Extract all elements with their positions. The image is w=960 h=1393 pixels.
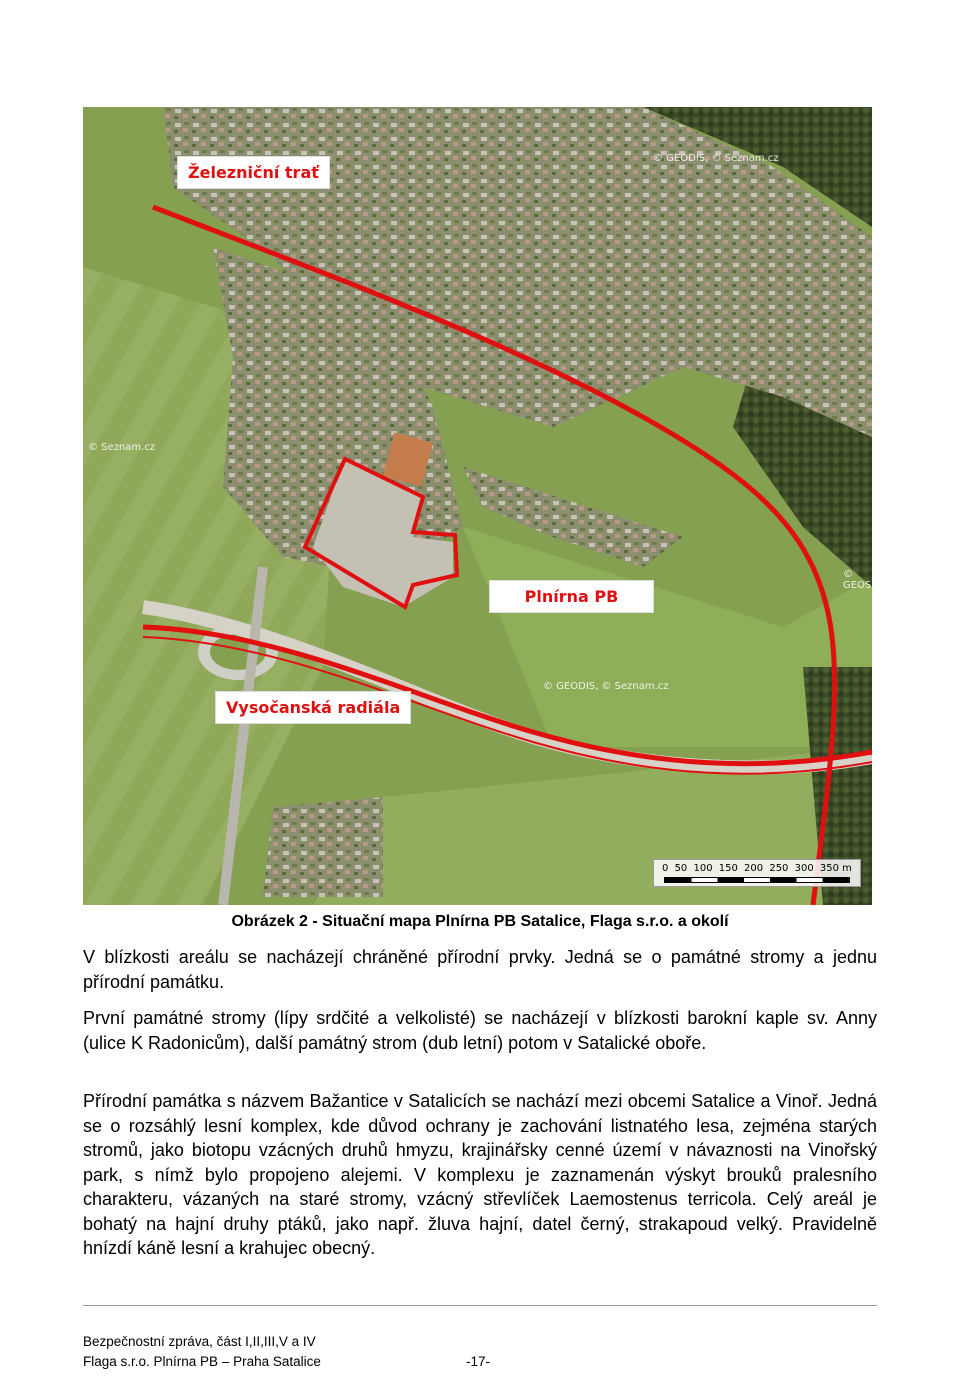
scale-tick: 0 — [662, 863, 669, 874]
page-number: -17- — [466, 1354, 491, 1369]
scale-tick: 250 — [769, 863, 789, 874]
watermark-left: © Seznam.cz — [88, 442, 156, 453]
footer-rule — [83, 1305, 877, 1306]
scale-tick: 350 m — [819, 863, 852, 874]
watermark-top: © GEODIS, © Seznam.cz — [653, 153, 779, 164]
watermark-right: © GEOS — [843, 569, 872, 591]
footer-company: Flaga s.r.o. Plnírna PB – Praha Satalice — [83, 1354, 321, 1369]
plant-label: Plnírna PB — [490, 581, 653, 612]
aerial-photo — [83, 107, 872, 905]
scale-bar — [653, 859, 861, 887]
figure-caption: Obrázek 2 - Situační mapa Plnírna PB Satalice, Flaga s.r.o. a okolí — [231, 913, 729, 930]
footer-doc-title: Bezpečnostní zpráva, část I,II,III,V a IV — [83, 1334, 316, 1349]
watermark-bottom: © GEODIS, © Seznam.cz — [543, 681, 669, 692]
scale-tick: 50 — [674, 863, 688, 874]
scale-tick: 200 — [744, 863, 764, 874]
railway-label: Železniční trať — [178, 157, 329, 188]
scale-line — [664, 877, 850, 883]
paragraph-1: V blízkosti areálu se nacházejí chráněné přírodní prvky. Jedná se o památné stromy a jednu přírodní památku. — [83, 947, 877, 992]
aerial-map — [83, 107, 872, 905]
scale-tick: 300 — [794, 863, 814, 874]
scale-tick: 100 — [693, 863, 713, 874]
radial-label: Vysočanská radiála — [216, 692, 410, 723]
scale-tick: 150 — [718, 863, 738, 874]
paragraph-2: První památné stromy (lípy srdčité a velkolisté) se nacházejí v blízkosti barokní kaple sv. Anny (ulice K Radonicům), další památný strom (dub letní) potom v Satalické oboře. — [83, 1008, 877, 1053]
paragraph-3: Přírodní památka s názvem Bažantice v Satalicích se nachází mezi obcemi Satalice a Vinoř. Jedná se o rozsáhlý lesní komplex, kde důvod ochrany je zachování listnatého lesa, zejména starých stromů, jako biotopu vzácných druhů hmyzu, krajinářsky cenné území v návaznosti na Vinořský park, s nímž bylo propojeno alejemi. V komplexu je zaznamenán výskyt brouků pralesního charakteru, vázaných na staré stromy, vzácný střevlíček Laemostenus terricola. Celý areál je bohatý na hajní druhy ptáků, jako např. žluva hajní, datel černý, strakapoud velký. Pravidelně hnízdí káně lesní a krahujec obecný. — [83, 1091, 877, 1258]
